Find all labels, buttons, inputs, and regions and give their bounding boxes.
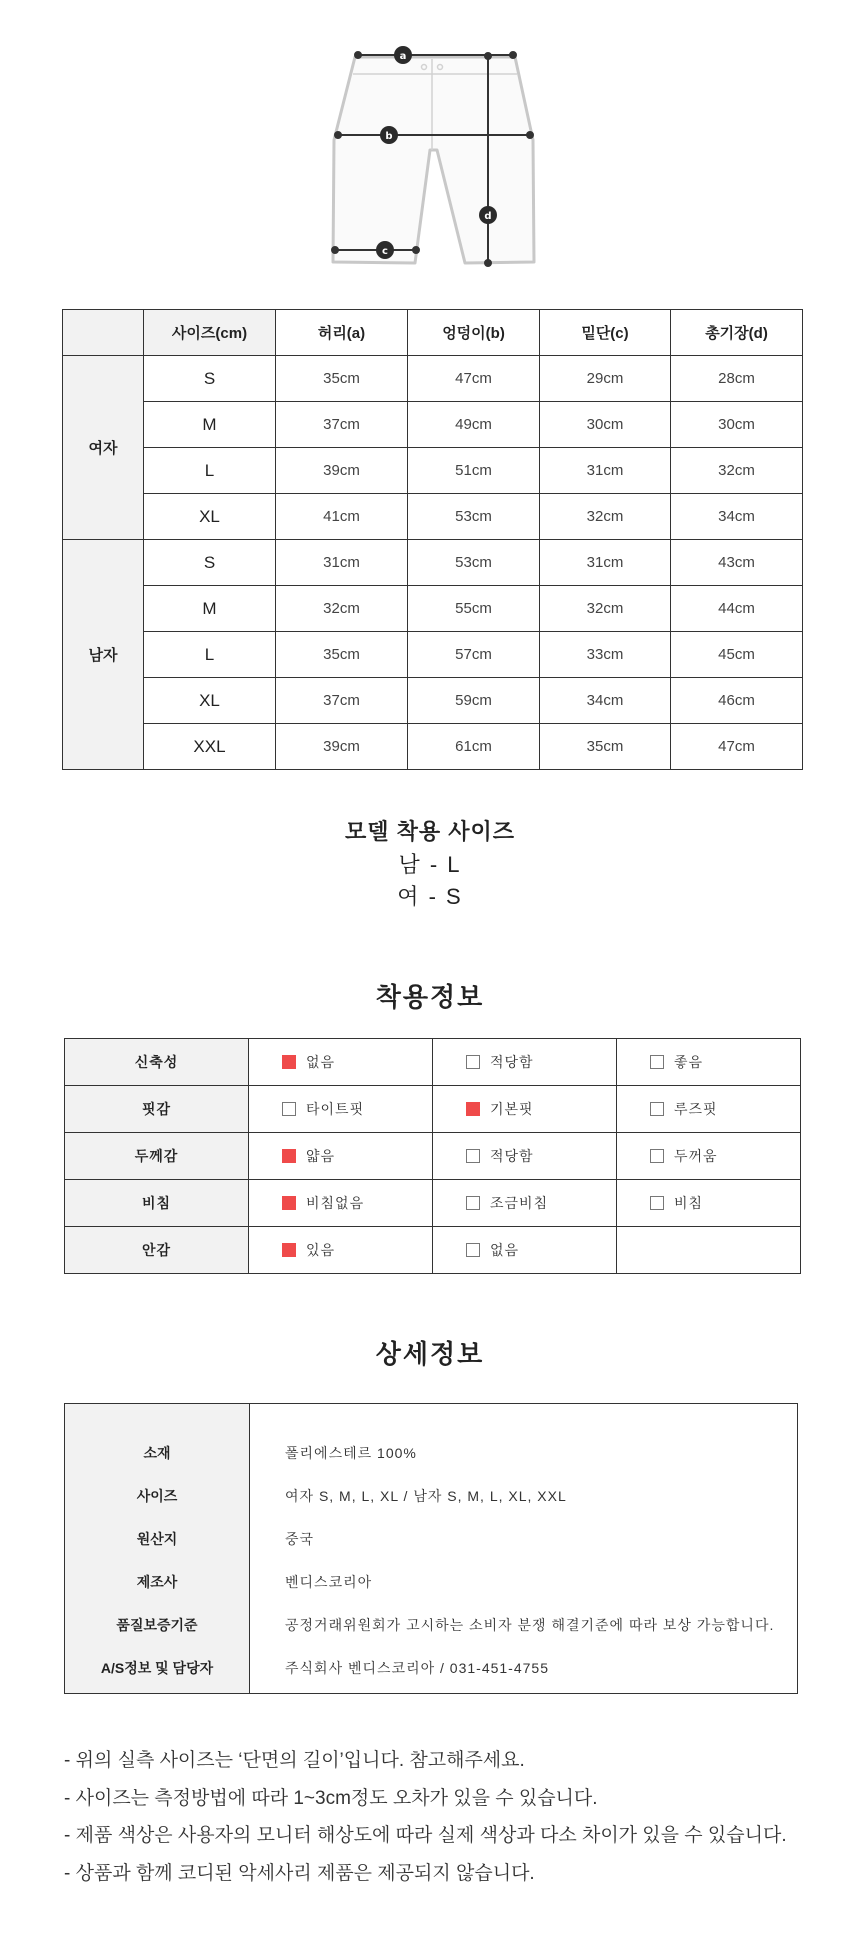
marker-d-label: d <box>484 211 492 222</box>
value-cell: 31cm <box>540 448 671 494</box>
note-item: - 위의 실측 사이즈는 ‘단면의 길이’입니다. 참고해주세요. <box>64 1750 525 1771</box>
header-length: 총기장(d) <box>671 310 803 356</box>
value-cell: 31cm <box>540 540 671 586</box>
detail-row <box>65 1486 797 1506</box>
fit-option-label: 좋음 <box>674 1054 704 1070</box>
detail-row <box>65 1529 797 1549</box>
marker-b-label: b <box>385 131 393 142</box>
header-size: 사이즈(cm) <box>144 310 276 356</box>
fit-row-thickness <box>65 1133 801 1180</box>
value-cell: 32cm <box>276 586 408 632</box>
fit-info-title: 착용정보 <box>375 982 485 1012</box>
unchecked-box-icon <box>650 1102 664 1116</box>
group-label-men: 남자 <box>63 540 144 770</box>
detail-label: A/S정보 및 담당자 <box>100 1660 214 1676</box>
value-cell: 43cm <box>671 540 803 586</box>
note-item: - 사이즈는 측정방법에 따라 1~3cm정도 오차가 있을 수 있습니다. <box>64 1787 598 1809</box>
note-item: - 제품 색상은 사용자의 모니터 해상도에 따라 실제 색상과 다소 차이가 있을 수 있습니다. <box>64 1825 787 1846</box>
value-cell: 29cm <box>540 356 671 402</box>
model-size-male: 남 - L <box>398 852 462 877</box>
table-row <box>63 724 803 770</box>
table-row <box>63 356 803 402</box>
size-cell: XL <box>144 494 276 540</box>
detail-info-table <box>64 1403 798 1694</box>
fit-row-sheerness <box>65 1180 801 1227</box>
fit-row-lining <box>65 1227 801 1274</box>
fit-option-label: 없음 <box>490 1242 520 1258</box>
checked-box-icon <box>466 1102 480 1116</box>
size-cell: S <box>144 356 276 402</box>
detail-row <box>65 1572 797 1592</box>
table-row <box>63 448 803 494</box>
detail-label: 원산지 <box>136 1531 178 1547</box>
value-cell: 35cm <box>540 724 671 770</box>
detail-info-title: 상세정보 <box>375 1339 485 1369</box>
unchecked-box-icon <box>650 1196 664 1210</box>
unchecked-box-icon <box>650 1055 664 1069</box>
value-cell: 32cm <box>671 448 803 494</box>
fit-option <box>249 1039 433 1086</box>
value-cell: 34cm <box>671 494 803 540</box>
size-cell: S <box>144 540 276 586</box>
value-cell: 33cm <box>540 632 671 678</box>
detail-value: 주식회사 벤디스코리아 / 031-451-4755 <box>285 1660 549 1676</box>
detail-row <box>65 1615 797 1635</box>
value-cell: 47cm <box>408 356 540 402</box>
unchecked-box-icon <box>466 1149 480 1163</box>
detail-value: 공정거래위원회가 고시하는 소비자 분쟁 해결기준에 따라 보상 가능합니다. <box>285 1617 775 1633</box>
table-row <box>63 678 803 724</box>
value-cell: 51cm <box>408 448 540 494</box>
fit-option <box>249 1133 433 1180</box>
table-row <box>63 540 803 586</box>
checked-box-icon <box>282 1055 296 1069</box>
fit-option-label: 루즈핏 <box>674 1101 718 1117</box>
detail-value: 중국 <box>285 1531 315 1547</box>
value-cell: 49cm <box>408 402 540 448</box>
table-row <box>63 494 803 540</box>
header-hem: 밑단(c) <box>540 310 671 356</box>
value-cell: 41cm <box>276 494 408 540</box>
fit-option-label: 없음 <box>306 1054 336 1070</box>
size-cell: XXL <box>144 724 276 770</box>
fit-option <box>433 1086 617 1133</box>
value-cell: 30cm <box>671 402 803 448</box>
table-row <box>63 402 803 448</box>
fit-label: 비침 <box>65 1180 249 1227</box>
fit-option-label: 조금비침 <box>490 1195 549 1211</box>
fit-option <box>617 1086 801 1133</box>
value-cell: 32cm <box>540 494 671 540</box>
fit-row-elasticity <box>65 1039 801 1086</box>
value-cell: 47cm <box>671 724 803 770</box>
value-cell: 37cm <box>276 678 408 724</box>
fit-option-label: 얇음 <box>306 1148 336 1164</box>
fit-option-label: 있음 <box>306 1242 336 1258</box>
detail-row <box>65 1658 797 1678</box>
size-table <box>62 309 803 770</box>
value-cell: 39cm <box>276 448 408 494</box>
notes-list <box>64 1742 844 1892</box>
detail-value: 벤디스코리아 <box>285 1574 373 1590</box>
value-cell: 35cm <box>276 632 408 678</box>
fit-label: 두께감 <box>65 1133 249 1180</box>
marker-a-label: a <box>399 51 407 62</box>
value-cell: 37cm <box>276 402 408 448</box>
group-label-women: 여자 <box>63 356 144 540</box>
checked-box-icon <box>282 1196 296 1210</box>
model-size-title: 모델 착용 사이즈 <box>345 819 515 844</box>
fit-option <box>249 1180 433 1227</box>
size-cell: L <box>144 448 276 494</box>
fit-option <box>433 1227 617 1274</box>
size-table-header-row <box>63 310 803 356</box>
header-hip: 엉덩이(b) <box>408 310 540 356</box>
fit-label: 신축성 <box>65 1039 249 1086</box>
fit-option <box>617 1180 801 1227</box>
detail-value: 폴리에스테르 100% <box>285 1445 417 1461</box>
fit-label: 안감 <box>65 1227 249 1274</box>
fit-option <box>249 1227 433 1274</box>
detail-row <box>65 1443 797 1463</box>
value-cell: 45cm <box>671 632 803 678</box>
fit-option <box>433 1133 617 1180</box>
value-cell: 30cm <box>540 402 671 448</box>
fit-option <box>433 1039 617 1086</box>
detail-label: 품질보증기준 <box>116 1617 198 1633</box>
value-cell: 31cm <box>276 540 408 586</box>
value-cell: 32cm <box>540 586 671 632</box>
detail-label: 제조사 <box>136 1574 178 1590</box>
value-cell: 57cm <box>408 632 540 678</box>
table-row <box>63 632 803 678</box>
model-size-female: 여 - S <box>397 884 463 909</box>
checked-box-icon <box>282 1243 296 1257</box>
note-item: - 상품과 함께 코디된 악세사리 제품은 제공되지 않습니다. <box>64 1862 535 1884</box>
unchecked-box-icon <box>650 1149 664 1163</box>
value-cell: 59cm <box>408 678 540 724</box>
unchecked-box-icon <box>282 1102 296 1116</box>
fit-option-label: 적당함 <box>490 1054 534 1070</box>
fit-option <box>617 1039 801 1086</box>
detail-label: 소재 <box>143 1445 171 1461</box>
fit-label: 핏감 <box>65 1086 249 1133</box>
fit-option-label: 비침 <box>674 1195 704 1211</box>
value-cell: 28cm <box>671 356 803 402</box>
detail-label: 사이즈 <box>136 1488 178 1504</box>
value-cell: 53cm <box>408 494 540 540</box>
size-cell: M <box>144 402 276 448</box>
fit-option <box>249 1086 433 1133</box>
fit-option-label: 타이트핏 <box>306 1101 365 1117</box>
size-cell: M <box>144 586 276 632</box>
detail-value: 여자 S, M, L, XL / 남자 S, M, L, XL, XXL <box>285 1488 567 1504</box>
size-cell: XL <box>144 678 276 724</box>
fit-option-label: 비침없음 <box>306 1195 365 1211</box>
unchecked-box-icon <box>466 1243 480 1257</box>
value-cell: 61cm <box>408 724 540 770</box>
fit-empty-cell <box>617 1227 801 1274</box>
value-cell: 53cm <box>408 540 540 586</box>
unchecked-box-icon <box>466 1055 480 1069</box>
header-waist: 허리(a) <box>276 310 408 356</box>
model-size-section <box>0 815 860 913</box>
unchecked-box-icon <box>466 1196 480 1210</box>
marker-c-label: c <box>382 246 388 257</box>
value-cell: 55cm <box>408 586 540 632</box>
fit-row-fit <box>65 1086 801 1133</box>
value-cell: 34cm <box>540 678 671 724</box>
size-cell: L <box>144 632 276 678</box>
checked-box-icon <box>282 1149 296 1163</box>
fit-info-table <box>64 1038 801 1274</box>
value-cell: 35cm <box>276 356 408 402</box>
shorts-measurement-diagram <box>320 40 560 275</box>
fit-option <box>433 1180 617 1227</box>
fit-option-label: 기본핏 <box>490 1101 534 1117</box>
value-cell: 39cm <box>276 724 408 770</box>
fit-option-label: 적당함 <box>490 1148 534 1164</box>
fit-option <box>617 1133 801 1180</box>
fit-option-label: 두꺼움 <box>674 1148 718 1164</box>
size-table-corner <box>63 310 144 356</box>
table-row <box>63 586 803 632</box>
value-cell: 46cm <box>671 678 803 724</box>
value-cell: 44cm <box>671 586 803 632</box>
